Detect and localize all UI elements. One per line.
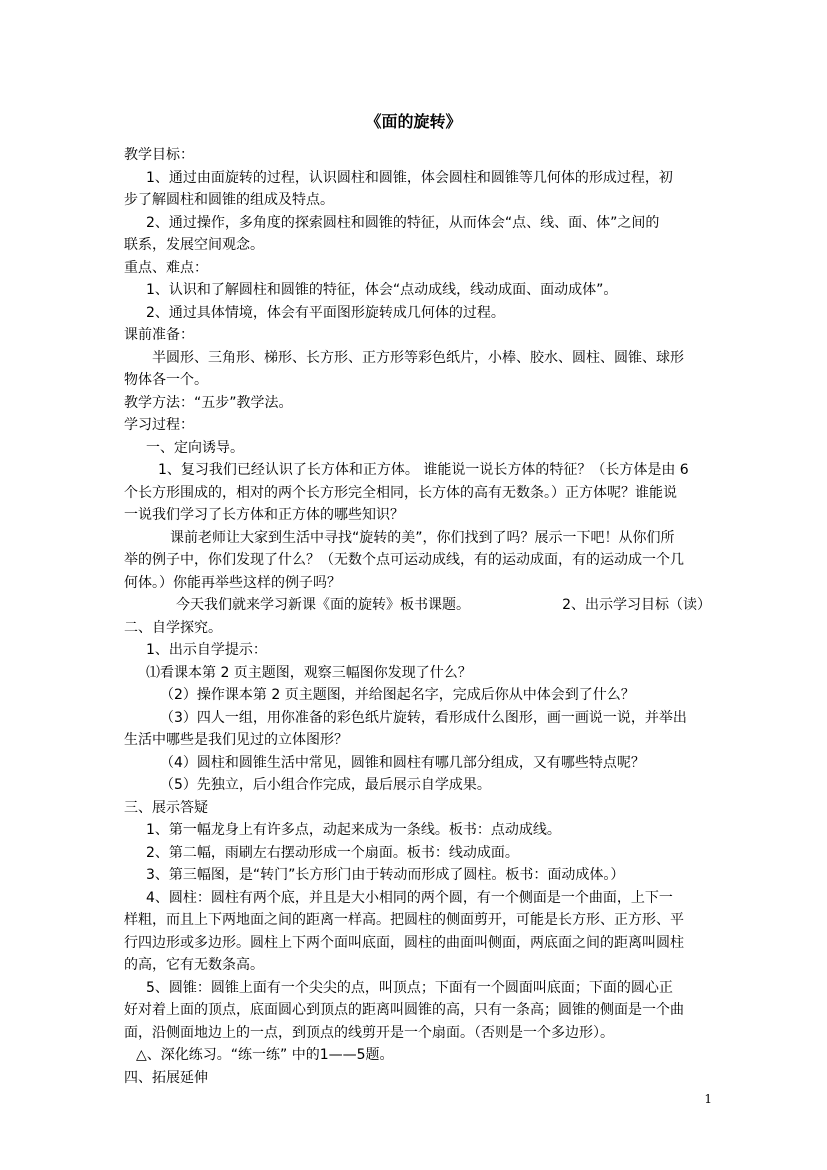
paragraph-line: 行四边形或多边形。圆柱上下两个面叫底面，圆柱的曲面叫侧面，两底面之间的距离叫圆柱 (124, 934, 684, 951)
paragraph-text: 今天我们就来学习新课《面的旋转》板书课题。 (176, 597, 470, 613)
paragraph-line: 联系，发展空间观念。 (124, 237, 264, 253)
section-heading-key-points: 重点、难点： (124, 259, 208, 276)
paragraph-line: 个长方形围成的，相对的两个长方形完全相同，长方体的高有无数条。）正方体呢？谁能说 (124, 484, 677, 501)
section-heading-objectives: 教学目标： (124, 147, 194, 163)
paragraph-line: 样粗，而且上下两地面之间的距离一样高。把圆柱的侧面剪开，可能是长方形、正方形、平 (124, 912, 684, 928)
paragraph-line: 面，沿侧面地边上的一点，到顶点的线剪开是一个扇面。（否则是一个多边形）。 (124, 1024, 614, 1041)
subsection-heading: 四、拓展延伸 (124, 1069, 208, 1086)
section-heading-method: 教学方法：“五步”教学法。 (124, 394, 293, 411)
paragraph-line: 3、第三幅图，是“转门”长方形门由于转动而形成了圆柱。板书：面动成体。） (146, 867, 625, 883)
paragraph-line: 1、通过由面旋转的过程，认识圆柱和圆锥，体会圆柱和圆锥等几何体的形成过程，初 (146, 169, 673, 186)
paragraph-line: 2、通过具体情境，体会有平面图形旋转成几何体的过程。 (146, 304, 505, 321)
subsection-heading: 三、展示答疑 (124, 799, 208, 816)
paragraph-line: 1、认识和了解圆柱和圆锥的特征，体会“点动成线，线动成面、面动成体”。 (146, 282, 618, 298)
paragraph-line: △、深化练习。“练一练” 中的1——5题。 (136, 1047, 394, 1063)
paragraph-line: （2）操作课本第 2 页主题图，并给图起名字，完成后你从中体会到了什么？ (160, 687, 635, 703)
document-title: 《面的旋转》 (365, 112, 462, 131)
paragraph-line: 2、通过操作，多角度的探索圆柱和圆锥的特征，从而体会“点、线、面、体”之间的 (146, 214, 660, 231)
paragraph-line: 的高，它有无数条高。 (124, 957, 264, 973)
subsection-heading: 二、自学探究。 (124, 619, 222, 636)
paragraph-line: 1、第一幅龙身上有许多点，动起来成为一条线。板书：点动成线。 (146, 822, 561, 838)
paragraph-line: （3）四人一组，用你准备的彩色纸片旋转，看形成什么图形，画一画说一说，并举出 (160, 709, 687, 726)
paragraph-line: 好对着上面的顶点，底面圆心到顶点的距离叫圆锥的高，只有一条高；圆锥的侧面是一个曲 (124, 1002, 684, 1018)
paragraph-line: 一说我们学习了长方体和正方体的哪些知识？ (124, 507, 404, 523)
subsection-heading: 一、定向诱导。 (146, 439, 244, 456)
paragraph-line: 物体各一个。 (124, 372, 208, 388)
paragraph-line: 5、圆锥：圆锥上面有一个尖尖的点，叫顶点；下面有一个圆面叫底面；下面的圆心正 (146, 979, 673, 996)
paragraph-line: 课前老师让大家到生活中寻找“旋转的美”，你们找到了吗？展示一下吧！从你们所 (170, 529, 675, 546)
paragraph-line: 2、第二幅，雨刷左右摆动形成一个扇面。板书：线动成面。 (146, 844, 519, 861)
paragraph-line: 4、圆柱：圆柱有两个底，并且是大小相同的两个圆，有一个侧面是一个曲面，上下一 (146, 889, 673, 906)
paragraph-line: （5）先独立，后小组合作完成，最后展示自学成果。 (160, 777, 491, 793)
paragraph-line: 举的例子中，你们发现了什么？（无数个点可运动成线，有的运动成面，有的运动成一个几 (124, 552, 684, 568)
paragraph-line-split (124, 594, 711, 617)
section-heading-process: 学习过程： (124, 417, 194, 433)
page-number: 1 (704, 1092, 712, 1106)
paragraph-line: 1、复习我们已经认识了长方体和正方体。 谁能说一说长方体的特征？（长方体是由 6 (158, 462, 689, 478)
paragraph-line: 步了解圆柱和圆锥的组成及特点。 (124, 192, 334, 208)
section-heading-preparation: 课前准备： (124, 327, 194, 343)
document-body (124, 144, 711, 1089)
paragraph-line: ⑴看课本第 2 页主题图，观察三幅图你发现了什么？ (146, 664, 472, 681)
paragraph-line: 半圆形、三角形、梯形、长方形、正方形等彩色纸片，小棒、胶水、圆柱、圆锥、球形 (152, 349, 684, 366)
paragraph-line: 1、出示自学提示： (146, 642, 267, 658)
paragraph-text: 2、出示学习目标（读） (562, 597, 711, 613)
paragraph-line: 生活中哪些是我们见过的立体图形？ (124, 732, 348, 748)
paragraph-line: 何体。）你能再举些这样的例子吗？ (124, 574, 341, 591)
paragraph-line: （4）圆柱和圆锥生活中常见，圆锥和圆柱有哪几部分组成，又有哪些特点呢？ (160, 754, 645, 771)
